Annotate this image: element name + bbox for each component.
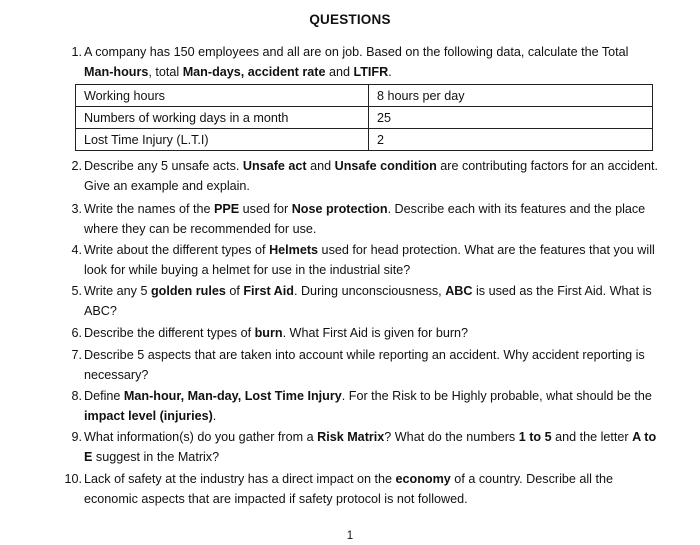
question-6 [50, 323, 660, 343]
question-text [84, 240, 660, 280]
text-segment: used for [239, 202, 292, 216]
bold-text: impact level (injuries) [84, 409, 213, 424]
table-cell-label: Lost Time Injury (L.T.I) [76, 129, 369, 151]
text-segment: , total [148, 65, 183, 80]
bold-text: Helmets [269, 243, 319, 257]
text-segment: . [388, 65, 392, 80]
text-segment: and the letter [551, 430, 633, 444]
text-segment: used for head protection. What are the features that you will look for while buying a helmet for use in the industrial site? [84, 243, 655, 278]
text-segment: Lack of safety at the industry has a direct impact on the [84, 472, 396, 486]
text-segment: of [225, 284, 244, 298]
question-text [84, 386, 660, 426]
question-5 [50, 281, 660, 321]
text-segment: . Describe each with its features and the place where they can be recommended for use. [84, 202, 646, 237]
bold-text: Unsafe condition [334, 159, 437, 173]
question-text [84, 281, 660, 321]
page-number: 1 [346, 530, 354, 542]
question-8 [50, 386, 660, 426]
bold-text: golden rules [150, 284, 226, 298]
bold-text: LTIFR [353, 65, 389, 80]
bold-text: economy [395, 472, 451, 486]
text-segment: Describe any 5 unsafe acts. [84, 159, 243, 173]
question-number: 6. [71, 326, 82, 340]
text-segment: . What First Aid is given for burn? [282, 326, 469, 340]
question-number: 5. [71, 284, 82, 298]
question-4 [50, 240, 660, 280]
bold-text: ABC [445, 284, 473, 298]
bold-text: First Aid [243, 284, 294, 298]
question-number: 3. [71, 202, 82, 216]
question-7 [50, 345, 660, 385]
question-number: 10. [64, 472, 82, 486]
table-cell-value: 25 [369, 107, 653, 129]
bold-text: Risk Matrix [317, 430, 385, 444]
bold-text: Man-hour, Man-day, Lost Time Injury [123, 389, 342, 403]
question-9 [50, 427, 660, 467]
text-segment: is used as the First Aid. What is ABC? [84, 284, 652, 319]
table-cell-value: 2 [369, 129, 653, 151]
question-number: 2. [71, 159, 82, 173]
bold-text: 1 to 5 [518, 430, 552, 444]
table-cell-value: 8 hours per day [369, 85, 653, 107]
bold-text: Man-days, accident rate [182, 65, 326, 80]
data-table [75, 84, 653, 151]
question-1 [50, 42, 660, 82]
text-segment: Write the names of the [84, 202, 214, 216]
table-row [76, 129, 653, 151]
question-text [84, 42, 660, 82]
text-segment: of a country. Describe all the economic aspects that are impacted if safety protocol is not followed. [84, 472, 613, 507]
text-segment: . [212, 409, 217, 424]
bold-text: PPE [213, 202, 240, 216]
question-number: 9. [71, 430, 82, 444]
text-segment: . For the Risk to be Highly probable, what should be the [341, 389, 652, 403]
question-number: 4. [71, 243, 82, 257]
question-text [84, 427, 660, 467]
table-cell-label: Working hours [76, 85, 369, 107]
bold-text: Nose protection [291, 202, 388, 216]
page-title: QUESTIONS [309, 12, 391, 27]
text-segment: . During unconsciousness, [293, 284, 446, 298]
text-segment: Describe 5 aspects that are taken into account while reporting an accident. Why accident reporting is necessary? [84, 348, 645, 383]
bold-text: Unsafe act [242, 159, 307, 173]
question-number: 7. [71, 348, 82, 362]
question-10 [50, 469, 660, 509]
question-2 [50, 156, 660, 196]
question-text [84, 345, 660, 385]
question-text [84, 469, 660, 509]
bold-text: Man-hours [84, 65, 149, 80]
text-segment: and [306, 159, 335, 173]
table-row [76, 85, 653, 107]
question-text [84, 156, 660, 196]
text-segment: Describe the different types of [84, 326, 255, 340]
text-segment: What information(s) do you gather from a [84, 430, 318, 444]
bold-text: A to E [84, 430, 657, 465]
text-segment: and [325, 65, 354, 80]
question-number: 1. [71, 45, 82, 59]
text-segment: Write any 5 [84, 284, 151, 298]
question-number: 8. [71, 389, 82, 403]
question-text [84, 323, 660, 343]
text-segment: suggest in the Matrix? [92, 450, 220, 465]
table-row [76, 107, 653, 129]
question-text [84, 199, 660, 239]
bold-text: burn [254, 326, 283, 340]
text-segment: are contributing factors for an accident. Give an example and explain. [84, 159, 658, 194]
text-segment: Write about the different types of [84, 243, 270, 257]
text-segment: A company has 150 employees and all are on job. Based on the following data, calculate the Total [84, 45, 629, 59]
text-segment: ? What do the numbers [384, 430, 519, 444]
table-cell-label: Numbers of working days in a month [76, 107, 369, 129]
text-segment: Define [84, 389, 124, 403]
question-3 [50, 199, 660, 239]
